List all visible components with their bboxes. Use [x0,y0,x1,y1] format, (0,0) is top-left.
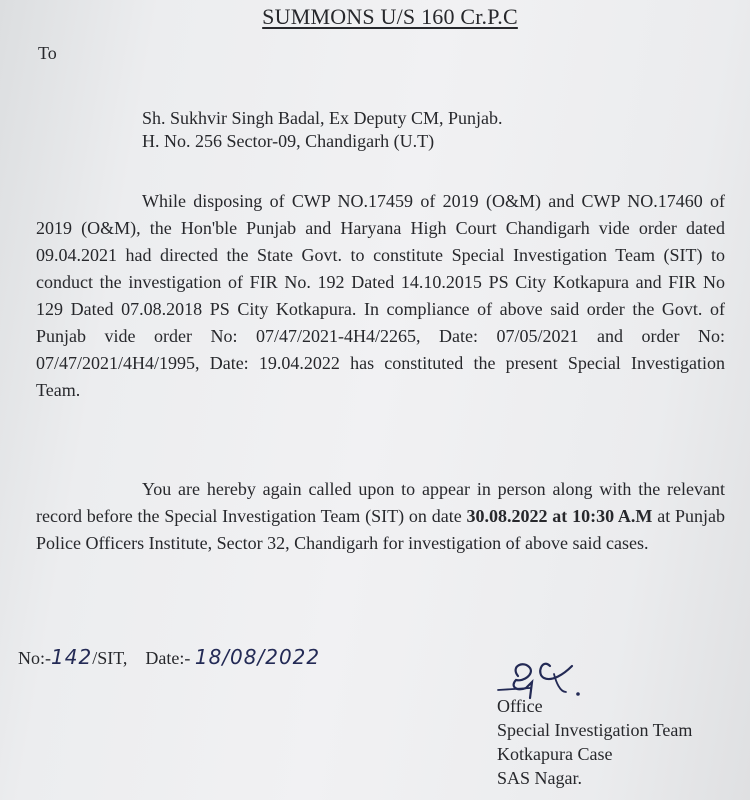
reference-date-handwritten: 18/08/2022 [194,645,321,669]
appearance-date-time: 30.08.2022 at 10:30 A.M [466,506,653,526]
signatory-location: SAS Nagar. [497,768,582,788]
body-paragraph-1: While disposing of CWP NO.17459 of 2019 (O&M) and CWP NO.17460 of 2019 (O&M), the Hon'ble Punjab and Haryana High Court Chandigarh vide order dated 09.04.2021 had directed the State Govt. to constitute Special Investigation Team (SIT) to conduct the investigation of FIR No. 192 Dated 14.10.2015 PS City Kotkapura and FIR No 129 Dated 07.08.2018 PS City Kotkapura. In compliance of above said order the Govt. of Punjab vide order No: 07/47/2021-4H4/2265, Date: 07/05/2021 and order No: 07/47/2021/4H4/1995, Date: 19.04.2022 has constituted the present Special Investigation Team. [36,191,725,400]
addressee-address: H. No. 256 Sector-09, Chandigarh (U.T) [142,131,435,151]
paragraph-2-text-end: at Punjab Police Officers Institute, Sector 32, Chandigarh for investigation of above said cases. [36,506,726,553]
reference-no-suffix: /SIT, [92,648,128,668]
signatory-office: Office [497,696,543,716]
reference-no-label: No:- [18,648,51,668]
body-paragraph-2 [36,476,725,557]
signature-block [497,694,692,790]
document-title: SUMMONS U/S 160 Cr.P.C [262,4,518,29]
signatory-case: Kotkapura Case [497,744,613,764]
to-label: To [38,43,57,63]
addressee-name: Sh. Sukhvir Singh Badal, Ex Deputy CM, Punjab. [142,108,503,128]
paragraph-2-text: You are hereby again called upon to appear in person along with the relevant record before the Special Investigation Team (SIT) on date [36,479,725,526]
reference-date-label: Date:- [145,648,191,668]
reference-line [18,645,320,669]
reference-no-handwritten: 142 [51,645,93,669]
signatory-team: Special Investigation Team [497,720,693,740]
